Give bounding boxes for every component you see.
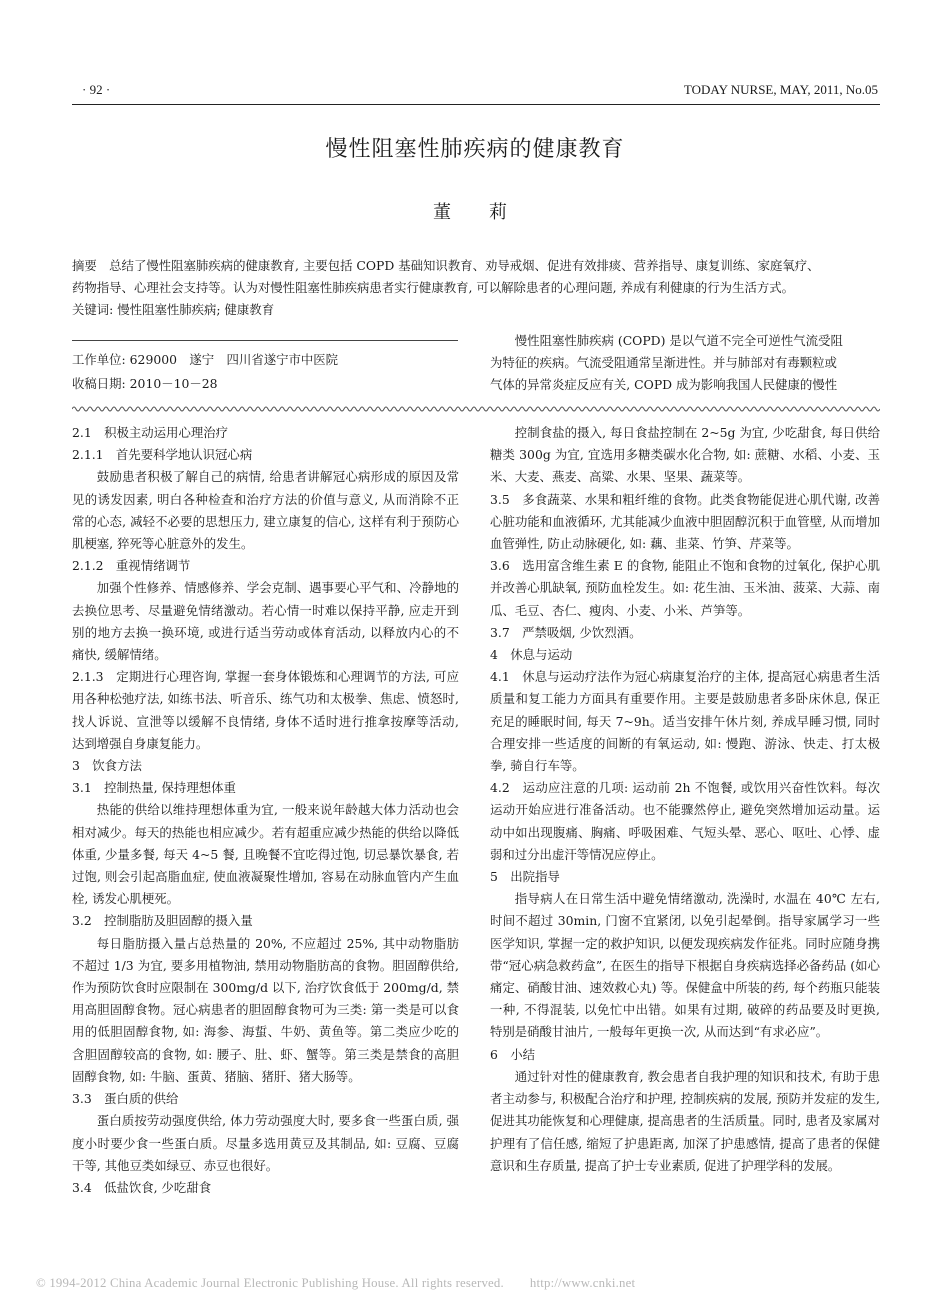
body-paragraph: 指导病人在日常生活中避免情绪激动, 洗澡时, 水温在 40℃ 左右, 时间不超过 30min, 门窗不宜紧闭, 以免引起晕倒。指导家属学习一些医学知识, 掌握一定的救护知识, 以便发现疾病发作征兆。同时应随身携带“冠心病急救药盒”, 在医生的指导下根据自身疾病选择必备药品 (如心痛定、硝酸甘油、速效救心丸) 等。保健盒中所装的药, 每个药瓶只能装一种, 不得混装, 以免忙中出错。如果有过期, 破碎的药品要及时更换, 特别是硝酸甘油片, 一般每年更换一次, 从而达到“有求必应”。	[490, 891, 880, 1040]
abstract-line: 摘要 总结了慢性阻塞肺疾病的健康教育, 主要包括 COPD 基础知识教育、劝导戒烟、促进有效排痰、营养指导、康复训练、家庭氧疗、	[72, 258, 820, 273]
abstract-block	[72, 255, 880, 321]
section-heading: 3.2 控制脂肪及胆固醇的摄入量	[72, 913, 253, 929]
body-paragraph: 每日脂肪摄入量占总热量的 20%, 不应超过 25%, 其中动物脂肪不超过 1/3 为宜, 要多用植物油, 禁用动物脂肪高的食物。胆固醇供给, 作为预防饮食时应限制在 300mg/d 以下, 治疗饮食低于 200mg/d, 禁用高胆固醇食物。冠心病患者的胆固醇食物可为三类: 第一类是可以食用的低胆固醇食物, 如: 海参、海蜇、牛奶、黄鱼等。第二类应少吃的含胆固醇较高的食物, 如: 腰子、肚、虾、蟹等。第三类是禁食的高胆固醇食物, 如: 牛脑、蛋黄、猪脑、猪肝、猪大肠等。	[72, 935, 459, 1084]
body-paragraph: 控制食盐的摄入, 每日食盐控制在 2~5g 为宜, 少吃甜食, 每日供给糖类 300g 为宜, 宜选用多糖类碳水化合物, 如: 蔗糖、水稻、小麦、玉米、大麦、燕麦、高粱、水果、坚果、蔬菜等。	[490, 425, 880, 485]
right-column	[490, 422, 880, 1177]
section-heading: 5 出院指导	[490, 869, 560, 885]
body-paragraph: 鼓励患者积极了解自己的病情, 给患者讲解冠心病形成的原因及常见的诱发因素, 明白各种检查和治疗方法的价值与意义, 从而消除不正常的心态, 减轻不必要的思想压力, 建立康复的信心, 这样有利于预防心肌梗塞, 猝死等心脏意外的发生。	[72, 469, 459, 552]
intro-block	[490, 330, 880, 396]
section-heading: 2.1 积极主动运用心理治疗	[72, 425, 229, 440]
section-heading: 3.1 控制热量, 保持理想体重	[72, 780, 236, 796]
article-title: 慢性阻塞性肺疾病的健康教育	[325, 137, 625, 162]
section-heading: 3.4 低盐饮食, 少吃甜食	[72, 1179, 212, 1195]
body-paragraph: 通过针对性的健康教育, 教会患者自我护理的知识和技术, 有助于患者主动参与, 积极配合治疗和护理, 控制疾病的发展, 预防并发症的发生, 促进其功能恢复和心理健康, 提高患者的生活质量。同时, 患者及家属对护理有了信任感, 缩短了护患距离, 加深了护患感情, 提高了患者的保健意识和生存质量, 提高了护士专业素质, 促进了护理学科的发展。	[490, 1068, 880, 1173]
received-date: 收稿日期: 2010－10－28	[72, 376, 218, 391]
wavy-divider	[72, 403, 880, 415]
affiliation-rule	[72, 340, 458, 341]
section-heading: 4 休息与运动	[490, 647, 573, 663]
affiliation-unit: 工作单位: 629000 遂宁 四川省遂宁市中医院	[72, 352, 339, 367]
section-heading: 3.7 严禁吸烟, 少饮烈酒。	[490, 624, 642, 640]
intro-line: 慢性阻塞性肺疾病 (COPD) 是以气道不完全可逆性气流受阻	[514, 333, 843, 348]
abstract-line: 药物指导、心理社会支持等。认为对慢性阻塞性肺疾病患者实行健康教育, 可以解除患者的心理问题, 养成有利健康的行为生活方式。	[72, 280, 795, 295]
section-heading: 2.1.1 首先要科学地认识冠心病	[72, 447, 253, 463]
header-rule	[72, 104, 880, 105]
copyright-footer: © 1994-2012 China Academic Journal Electronic Publishing House. All rights reserved. http://www.cnki.net	[36, 1276, 636, 1290]
section-heading: 3.3 蛋白质的供给	[72, 1091, 179, 1107]
section-heading: 4.2 运动应注意的几项: 运动前 2h 不饱餐, 或饮用兴奋性饮料。每次运动开始应进行准备活动。也不能骤然停止, 避免突然增加运动量。运动中如出现腹痛、胸痛、呼吸困难、气短头晕、恶心、呕吐、心悸、虚弱和过分出虚汗等情况应停止。	[490, 780, 880, 862]
body-paragraph: 加强个性修养、情感修养、学会克制、遇事要心平气和、冷静地的去换位思考、尽量避免情绪激动。若心情一时难以保持平静, 应走开到别的地方去换一换环境, 或进行适当劳动或体育活动, 以释放内心的不痛快, 缓解情绪。	[72, 580, 459, 663]
section-heading: 6 小结	[490, 1046, 536, 1062]
intro-line: 为特征的疾病。气流受阻通常呈渐进性。并与肺部对有毒颗粒或	[490, 355, 837, 370]
section-heading: 3.5 多食蔬菜、水果和粗纤维的食物。此类食物能促进心肌代谢, 改善心脏功能和血液循环, 尤其能减少血液中胆固醇沉积于血管壁, 从而增加血管弹性, 防止动脉硬化, 如: 藕、韭菜、竹笋、芹菜等。	[490, 491, 880, 552]
intro-line: 气体的异常炎症反应有关, COPD 成为影响我国人民健康的慢性	[490, 377, 838, 392]
section-heading: 3 饮食方法	[72, 758, 142, 774]
author-name: 董 莉	[433, 202, 517, 223]
left-column	[72, 422, 459, 1199]
section-heading: 3.6 选用富含维生素 E 的食物, 能阻止不饱和食物的过氧化, 保护心肌并改善心肌缺氧, 预防血栓发生。如: 花生油、玉米油、菠菜、大蒜、南瓜、毛豆、杏仁、瘦肉、小麦、小米、芦笋等。	[490, 558, 880, 618]
body-paragraph: 热能的供给以维持理想体重为宜, 一般来说年龄越大体力活动也会相对减少。每天的热能也相应减少。若有超重应减少热能的供给以降低体重, 少量多餐, 每天 4~5 餐, 且晚餐不宜吃得过饱, 切忌暴饮暴食, 若过饱, 则会引起高脂血症, 使血液凝聚性增加, 容易在动脉血管内产生血栓, 诱发心肌梗死。	[72, 802, 459, 907]
section-heading: 4.1 休息与运动疗法作为冠心病康复治疗的主体, 提高冠心病患者生活质量和复工能力方面具有重要作用。主要是鼓励患者多卧床休息, 保正充足的睡眠时间, 每天 7~9h。适当安排午休片刻, 养成早睡习惯, 同时合理安排一些适度的间断的有氧运动, 如: 慢跑、游泳、快走、打太极拳, 骑自行车等。	[490, 669, 880, 774]
page-number: · 92 ·	[82, 82, 111, 97]
keywords-line: 关键词: 慢性阻塞性肺疾病; 健康教育	[72, 302, 275, 317]
journal-header: TODAY NURSE, MAY, 2011, No.05	[683, 82, 878, 97]
body-paragraph: 蛋白质按劳动强度供给, 体力劳动强度大时, 要多食一些蛋白质, 强度小时要少食一些蛋白质。尽量多选用黄豆及其制品, 如: 豆腐、豆腐干等, 其他豆类如绿豆、赤豆也很好。	[72, 1113, 459, 1173]
section-heading: 2.1.3 定期进行心理咨询, 掌握一套身体锻炼和心理调节的方法, 可应用各种松弛疗法, 如练书法、听音乐、练气功和太极拳、焦虑、愤怒时, 找人诉说、宣泄等以缓解不良情绪, 身体不适时进行推拿按摩等活动, 达到增强自身康复能力。	[72, 669, 459, 751]
section-heading: 2.1.2 重视情绪调节	[72, 558, 191, 574]
